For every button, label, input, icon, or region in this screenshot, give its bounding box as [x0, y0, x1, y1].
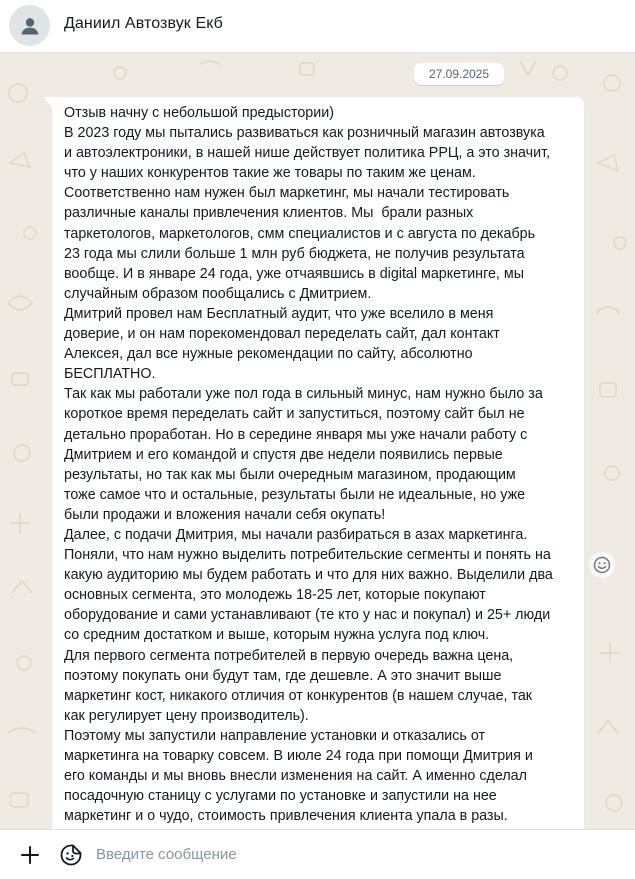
message-line: случайным образом пообщались с Дмитрием. [64, 285, 372, 302]
message-bubble[interactable] [52, 97, 584, 829]
message-line: тоже самое что и остальные, результаты были не идеальные, но уже [64, 486, 526, 503]
message-line: его команды и мы вновь внесли изменения на сайт. А именно сделал [64, 768, 527, 785]
message-line: 23 года мы слили больше 1 млн руб бюджета, не получив результата [64, 245, 525, 262]
date-divider: 27.09.2025 [414, 63, 504, 85]
message-line: маркетинг и о чудо, стоимость привлечения клиента упала в разы. [64, 808, 508, 825]
message-line: поэтому покупать они будут там, где дешевле. А это значит выше [64, 667, 502, 684]
message-line: как регулирует цену производитель). [64, 707, 309, 724]
message-text [64, 103, 579, 826]
message-line: детально проработан. Но в середине января мы уже начали работу с [64, 426, 528, 443]
message-line: короткое время переделать сайт и запуститься, поэтому сайт был не [64, 406, 525, 423]
message-line: В 2023 году мы пытались развиваться как розничный магазин автозвука [64, 125, 545, 142]
message-line: Дмитрий провел нам Бесплатный аудит, что уже вселило в меня [64, 305, 494, 322]
message-line: Соответственно нам нужен был маркетинг, мы начали тестировать [64, 185, 510, 202]
message-line: вообще. И в январе 24 года, уже отчаявшись в digital маркетинге, мы [64, 265, 524, 282]
message-line: посадочную станицу с услугами по установке и запустили на нее [64, 788, 497, 805]
message-line: Дмитрием и его командой и спустя две недели появились первые [64, 446, 503, 463]
message-line: БЕСПЛАТНО. [64, 366, 156, 383]
message-line: со средним достатком и выше, которым нужна услуга под ключ. [64, 627, 490, 644]
message-line: результаты, но так как мы были очередным магазином, продающим [64, 466, 516, 483]
default-user-icon [19, 15, 41, 37]
chat-header [0, 0, 635, 53]
react-button[interactable] [589, 552, 615, 578]
message-line: и автоэлектроники, в нашей нише действует политика РРЦ, а это значит, [64, 145, 551, 162]
message-pane[interactable] [0, 53, 635, 829]
message-line: Поняли, что нам нужно выделить потребительские сегменты и понять на [64, 547, 551, 564]
message-line: Алексея, дал все нужные рекомендации по сайту, абсолютно [64, 346, 473, 363]
message-line: что у наших конкурентов такие же товары по таким же ценам. [64, 165, 476, 182]
message-line: Поэтому мы запустили направление установки и отказались от [64, 727, 486, 744]
message-line: оборудование и сами устанавливают (те кто у нас и покупал) и 25+ люди [64, 607, 551, 624]
message-line: Далее, с подачи Дмитрия, мы начали разбираться в азах маркетинга. [64, 526, 528, 543]
message-line: Отзыв начну с небольшой предыстории) [64, 105, 334, 121]
message-line: маркетинг кост, никакого отличия от конкурентов (в нашем случае, так [64, 687, 533, 704]
message-line: маркетинга на товарку совсем. В июле 24 года при помощи Дмитрия и [64, 748, 533, 764]
message-line: какую аудиторию мы будем работать и что для них важно. Выделили два [64, 567, 553, 584]
message-line: различные каналы привлечения клиентов. Мы брали разных [64, 205, 474, 222]
message-line: основных сегмента, это молодежь 18-25 лет, которые покупают [64, 587, 486, 604]
sticker-emoji-icon[interactable] [59, 843, 83, 867]
message-line: доверие, и он нам порекомендовал переделать сайт, дал контакт [64, 326, 500, 343]
plus-icon[interactable] [19, 844, 41, 866]
message-line: Так как мы работали уже пол года в сильный минус, нам нужно было за [64, 386, 543, 403]
contact-name[interactable]: Даниил Автозвук Екб [64, 15, 223, 32]
message-line: были продажи и вложения начали себя окупать! [64, 506, 386, 523]
emoji-smile-icon [593, 556, 611, 574]
contact-avatar[interactable] [9, 5, 50, 46]
message-input[interactable] [90, 839, 622, 869]
message-composer [0, 829, 635, 879]
message-line: таркетологов, маркетологов, смм специалистов и с августа по декабрь [64, 225, 536, 242]
message-line: Для первого сегмента потребителей в первую очередь важна цена, [64, 647, 514, 664]
